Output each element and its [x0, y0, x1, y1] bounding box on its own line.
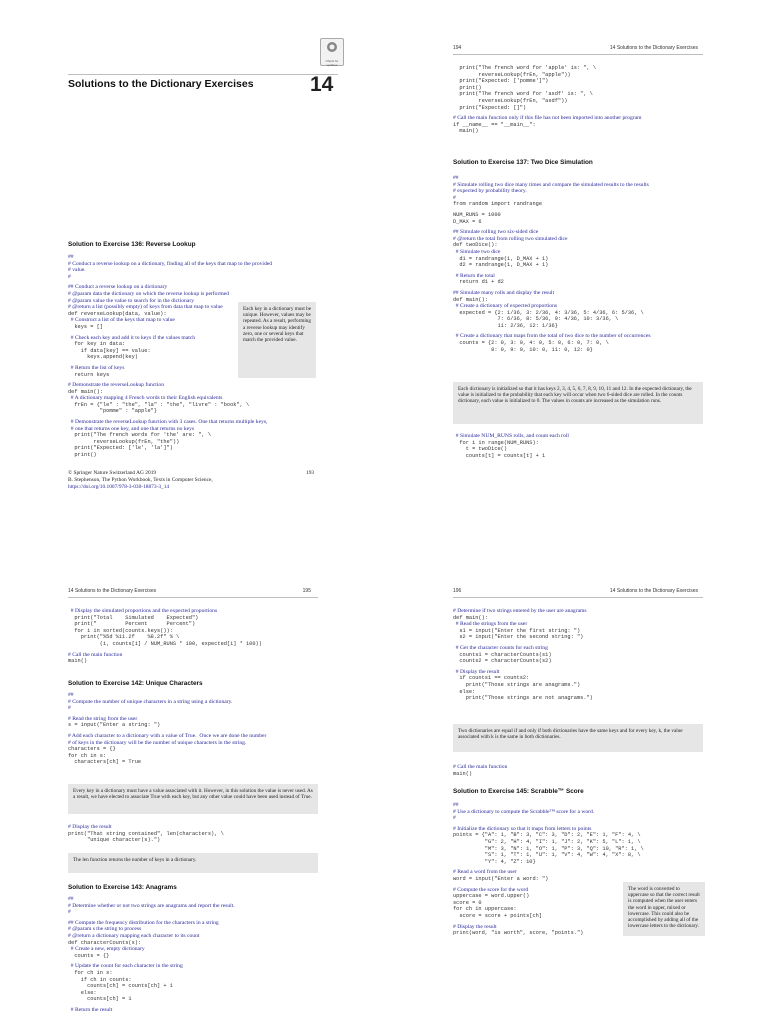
code-line: score = score + points[ch]	[453, 912, 543, 919]
code-line: points = {"A": 1, "B": 3, "C": 3, "D": 2, "E": 1, "F": 4, \	[453, 832, 641, 839]
code-comment-line: # Call the main function	[68, 651, 123, 658]
code-line: from random import randrange	[453, 201, 543, 208]
code-line: "unique character(s).")	[68, 837, 161, 844]
section-heading-143: Solution to Exercise 143: Anagrams	[68, 884, 177, 891]
code-comment-line: # one that returns one key, and one that returns no keys	[68, 425, 195, 432]
aside-note-uppercase	[623, 882, 705, 936]
code-line: d2 = randrange(1, D_MAX + 1)	[453, 262, 549, 269]
page-number: 195	[302, 588, 311, 594]
page-number: 194	[453, 45, 462, 51]
code-line: for i in range(NUM_RUNS):	[453, 439, 539, 446]
footer-copyright: © Springer Nature Switzerland AG 2019	[68, 470, 157, 476]
code-line: frEn = {"le" : "the", "la" : "the", "livre" : "book", \	[68, 401, 250, 408]
code-block-142	[68, 692, 323, 766]
code-comment-line: # Simulate NUM_RUNS rolls, and count each roll	[453, 433, 569, 439]
code-comment-line: # Update the count for each character in the string	[68, 963, 183, 970]
code-block-143-main	[453, 608, 708, 702]
section-heading-145: Solution to Exercise 145: Scrabble™ Score	[453, 788, 584, 795]
code-line: def characterCounts(s):	[68, 939, 142, 946]
code-line: for i in sorted(counts.keys()):	[68, 627, 173, 634]
note-text: Each dictionary is initialized so that it has keys 2, 3, 4, 5, 6, 7, 8, 9, 10, 11 and 12. In the expected dictionary, the value is initialized to the probability that each key will occur when two 6-sided dice are rolled. In the counts dictionary, each value is initialized to 0. The values in counts are increased as the simulation runs.	[458, 386, 692, 405]
code-line: counts2 = characterCounts(s2)	[453, 658, 552, 665]
running-head: 14 Solutions to the Dictionary Exercises	[609, 45, 698, 51]
section-heading-142: Solution to Exercise 142: Unique Characters	[68, 680, 203, 687]
code-line: else:	[453, 688, 476, 695]
code-comment-line: # Create a dictionary that maps from the total of two dice to the number of occurrences	[453, 333, 651, 340]
update-icon	[321, 39, 343, 55]
code-line: uppercase = word.upper()	[453, 893, 530, 900]
page-195	[60, 588, 325, 1024]
running-head: 14 Solutions to the Dictionary Exercises	[68, 588, 157, 594]
code-comment-line: # Compute the number of unique characters in a string using a dictionary.	[68, 698, 233, 705]
note-text: Two dictionaries are equal if and only if both dictionaries have the same keys and for every key, k, the value associated with k is the same in both dictionaries.	[458, 728, 683, 741]
code-line: d1 = randrange(1, D_MAX + 1)	[453, 255, 549, 262]
header-rule	[68, 597, 318, 598]
code-comment-line: # @return a list (possibly empty) of keys from data that map to value	[68, 304, 223, 311]
code-line: D_MAX = 6	[453, 218, 482, 225]
chapter-rule	[68, 74, 338, 75]
code-comment-line: # Create a new, empty dictionary	[68, 946, 145, 953]
code-comment-line: # Return the result	[68, 1006, 113, 1013]
code-line: counts = {2: 0, 3: 0, 4: 0, 5: 0, 6: 0, 7: 0, \	[453, 340, 609, 347]
badge-label: Check for updates	[325, 59, 339, 67]
note-text: The len function returns the number of keys in a dictionary.	[73, 857, 197, 863]
code-comment-line: # Simulate rolling two dice many times and compare the simulated results to the results	[453, 181, 649, 188]
code-line: word = input("Enter a word: ")	[453, 875, 549, 882]
code-comment-line: ##	[453, 175, 459, 181]
code-line: reverseLookup(frEn, "the"))	[68, 438, 180, 445]
code-comment-line: # Compute the score for the word	[453, 886, 529, 893]
code-comment-line: # Use a dictionary to compute the Scrabble™ score for a word.	[453, 808, 595, 815]
code-line: for ch in uppercase:	[453, 906, 517, 913]
page-number: 196	[453, 588, 462, 594]
note-box-values	[68, 784, 318, 814]
code-comment-line: # Demonstrate the reverseLookup function with 3 cases. One that returns multiple keys,	[68, 419, 268, 426]
header-rule	[453, 54, 703, 55]
code-comment-line: ##	[68, 254, 74, 260]
code-comment-line: # Conduct a reverse lookup on a dictionary, finding all of the keys that map to the provided	[68, 260, 273, 267]
code-line: keys.append(key)	[68, 354, 138, 361]
code-line: print("The french words for 'the' are: ", \	[68, 432, 212, 439]
code-line: main()	[453, 770, 473, 777]
code-line: print("Those strings are anagrams.")	[453, 681, 581, 688]
page-194	[445, 45, 710, 505]
code-line: print()	[68, 452, 97, 459]
code-comment-line: # @return a dictionary mapping each character to its count	[68, 932, 200, 939]
code-comment-line: ##	[68, 896, 74, 902]
footer-citation: B. Stephenson, The Python Workbook, Texts in Computer Science,	[68, 477, 213, 483]
code-line: print()	[453, 84, 482, 91]
code-line: print("Expected: ['pomme']")	[453, 78, 549, 85]
code-comment-line: # Display the simulated proportions and the expected proportions	[68, 608, 218, 614]
code-line: main()	[68, 658, 88, 665]
code-line: counts[ch] = 1	[68, 996, 132, 1003]
code-line: s1 = input("Enter the first string: ")	[453, 627, 581, 634]
code-block-137	[453, 175, 708, 353]
code-comment-line: # Create a dictionary of expected proportions	[453, 303, 558, 310]
code-comment-line: # Construct a list of the keys that map to value	[68, 317, 175, 324]
code-comment-line: #	[453, 194, 456, 201]
page-193	[60, 30, 339, 500]
code-line: "G": 2, "H": 4, "I": 1, "J": 2, "K": 5, "L": 1, \	[453, 838, 641, 845]
code-line: if data[key] == value:	[68, 347, 151, 354]
code-line: counts1 = characterCounts(s1)	[453, 651, 552, 658]
code-comment-line: ## Simulate rolling two six-sided dice	[453, 229, 539, 236]
code-line: def main():	[453, 296, 488, 303]
code-comment-line: # Call the main function only if this file has not been imported into another program	[453, 115, 642, 122]
code-comment-line: # A dictionary mapping 4 French words to their English equivalents	[68, 395, 223, 402]
code-comment-line: # @return the total from rolling two simulated dice	[453, 235, 568, 242]
code-line: print("Those strings are not anagrams.")	[453, 695, 593, 702]
code-comment-line: # Read a word from the user	[453, 869, 517, 876]
code-comment-line: #	[68, 705, 71, 712]
code-line: for ch in s:	[68, 752, 107, 759]
code-block-136-cont	[453, 65, 708, 135]
code-line: s2 = input("Enter the second string: ")	[453, 634, 584, 641]
code-line: if ch in counts:	[68, 976, 132, 983]
code-line: print("Expected: []")	[453, 104, 527, 111]
code-comment-line: # Simulate two dice	[453, 248, 501, 255]
chapter-title: Solutions to the Dictionary Exercises	[68, 78, 254, 90]
note-box-dictionaries	[453, 382, 703, 424]
code-comment-line: ## Compute the frequency distribution for the characters in a string	[68, 919, 219, 926]
code-line: reverseLookup(frEn, "asdf"))	[453, 97, 568, 104]
code-line: print("The french word for 'asdf' is: ", \	[453, 91, 593, 98]
code-comment-line: # Return the total	[453, 272, 495, 279]
code-comment-line: # @param value the value to search for in the dictionary	[68, 297, 194, 304]
footer-doi-link[interactable]: https://doi.org/10.1007/978-3-030-18873-3_14	[68, 484, 170, 490]
code-comment-line: #	[453, 815, 456, 822]
code-comment-line: # Get the character counts for each string	[453, 644, 548, 651]
aside-text: The word is converted to uppercase so that the correct result is computed when the user enters the word in upper, mixed or lowercase. This could also be accomplished by adding all of the lowercase letters to the dictionary.	[628, 886, 700, 930]
code-line: print(word, "is worth", score, "points.")	[453, 930, 584, 937]
code-comment-line: # value.	[68, 267, 86, 274]
code-line: t = twoDice()	[453, 446, 508, 453]
note-text: Every key in a dictionary must have a value associated with it. However, in this solution the value is never used. As a result, we have elected to associate True with each key, but any other value could have been used instead of True.	[73, 788, 313, 801]
code-line: print("Expected: ['le', 'la']")	[68, 445, 173, 452]
code-block-137-cont	[453, 433, 708, 459]
code-block-143-call	[453, 764, 708, 777]
code-comment-line: # Determine whether or not two strings are anagrams and report the result.	[68, 902, 235, 909]
code-comment-line: # Determine if two strings entered by the user are anagrams	[453, 608, 587, 614]
code-line: characters[ch] = True	[68, 759, 142, 766]
code-line: for ch in s:	[68, 969, 113, 976]
code-comment-line: # @param data the dictionary on which the reverse lookup is performed	[68, 290, 229, 297]
code-line: if __name__ == "__main__":	[453, 121, 536, 128]
code-comment-line: # Display the result	[68, 824, 112, 830]
code-line: NUM_RUNS = 1000	[453, 211, 501, 218]
code-line: "Y": 4, "Z": 10}	[453, 858, 536, 865]
running-head: 14 Solutions to the Dictionary Exercises	[609, 588, 698, 594]
code-line: 11: 2/36, 12: 1/36}	[453, 322, 558, 329]
code-line: def main():	[453, 614, 488, 621]
code-comment-line: ## Conduct a reverse lookup on a dictionary	[68, 284, 168, 291]
code-line: score = 0	[453, 899, 482, 906]
note-box-len	[68, 853, 318, 873]
page-number: 193	[306, 470, 315, 476]
code-line: print("That string contained", len(characters), \	[68, 830, 224, 837]
code-line: else:	[68, 989, 97, 996]
code-comment-line: ## Simulate many rolls and display the result	[453, 289, 555, 296]
note-box-equality	[453, 724, 703, 752]
code-comment-line: #	[68, 273, 71, 280]
code-comment-line: # of keys in the dictionary will be the number of unique characters in the string.	[68, 739, 247, 746]
code-comment-line: # Display the result	[453, 923, 497, 930]
code-comment-line: # Read the strings from the user	[453, 621, 528, 628]
code-comment-line: # expected by probability theory.	[453, 188, 527, 195]
code-line: keys = []	[68, 323, 103, 330]
code-line: counts[ch] = counts[ch] + 1	[68, 983, 173, 990]
code-comment-line: # @param s the string to process	[68, 926, 142, 933]
code-line: if counts1 == counts2:	[453, 675, 530, 682]
header-rule	[453, 597, 703, 598]
code-line: main()	[453, 128, 479, 135]
code-line: s = input("Enter a string: ")	[68, 722, 161, 729]
code-line: def main():	[68, 388, 103, 395]
code-block-137-end	[68, 608, 323, 665]
code-comment-line: # Add each character to a dictionary with a value of True. Once we are done the number	[68, 732, 267, 739]
code-line: for key in data:	[68, 341, 126, 348]
code-line: expected = {2: 1/36, 3: 2/36, 4: 3/36, 5: 4/36, 6: 5/36, \	[453, 309, 644, 316]
code-line: print(" Percent Percent")	[68, 621, 196, 628]
code-comment-line: # Check each key and add it to keys if the values match	[68, 334, 196, 341]
aside-note	[238, 302, 316, 378]
code-line: return d1 + d2	[453, 279, 504, 286]
code-comment-line: # Initialize the dictionary so that it maps from letters to points	[453, 825, 592, 832]
check-for-updates-badge[interactable]	[320, 38, 344, 66]
code-line: return keys	[68, 371, 110, 378]
code-line: def reverseLookup(data, value):	[68, 310, 167, 317]
section-heading-136: Solution to Exercise 136: Reverse Lookup	[68, 241, 196, 248]
code-line: 8: 0, 9: 0, 10: 0, 11: 0, 12: 0}	[453, 346, 593, 353]
code-comment-line: #	[68, 909, 71, 916]
code-line: "pomme" : "apple"}	[68, 408, 158, 415]
page-196	[445, 588, 710, 1024]
code-comment-line: # Read the string from the user	[68, 715, 138, 722]
code-block-143	[68, 896, 323, 1014]
section-heading-137: Solution to Exercise 137: Two Dice Simulation	[453, 159, 593, 166]
code-comment-line: # Call the main function	[453, 764, 508, 770]
code-line: (i, counts[i] / NUM_RUNS * 100, expected[i] * 100))	[68, 640, 262, 647]
code-line: def twoDice():	[453, 242, 498, 249]
code-line: print("The french word for 'apple' is: ", \	[453, 65, 597, 71]
code-line: 7: 6/36, 8: 5/36, 9: 4/36, 10: 3/36, \	[453, 316, 619, 323]
code-line: "S": 1, "T": 1, "U": 1, "V": 4, "W": 4, "X": 8, \	[453, 852, 641, 859]
code-comment-line: ##	[68, 692, 74, 698]
code-line: characters = {}	[68, 746, 116, 753]
code-line: print("Total Simulated Expected")	[68, 614, 199, 621]
code-comment-line: # Demonstrate the reverseLookup function	[68, 382, 164, 389]
code-line: "M": 3, "N": 1, "O": 1, "P": 3, "Q": 10, "R": 1, \	[453, 845, 644, 852]
aside-text: Each key in a dictionary must be unique. However, values may be repeated. As a result, performing a reverse lookup may identify zero, one or several keys that match the provided value.	[243, 306, 311, 344]
code-line: counts[t] = counts[t] + 1	[453, 452, 546, 459]
code-comment-line: # Display the result	[453, 668, 500, 675]
code-line: reverseLookup(frEn, "apple"))	[453, 71, 571, 78]
code-block-142-end	[68, 824, 323, 844]
code-comment-line: # Return the list of keys	[68, 364, 125, 371]
chapter-number: 14	[310, 73, 334, 96]
code-comment-line: ##	[453, 802, 459, 808]
code-line: counts = {}	[68, 952, 110, 959]
code-line: print("%5d %11.2f %8.2f" % \	[68, 634, 180, 641]
